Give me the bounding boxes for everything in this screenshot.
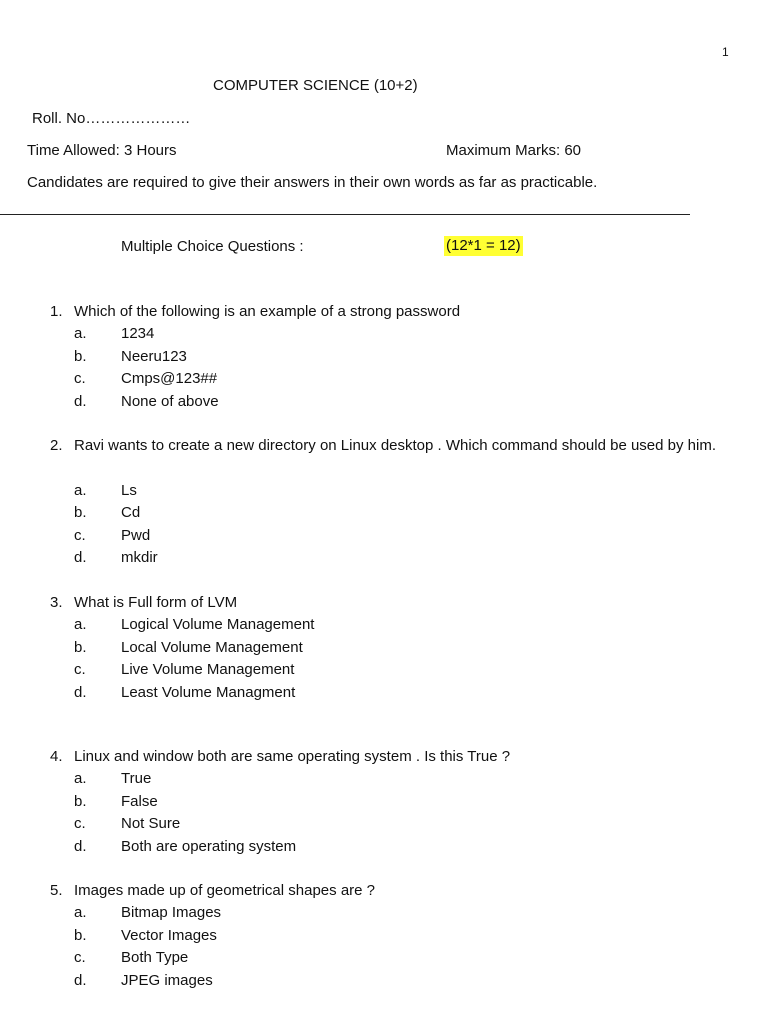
option-text: True [121,770,152,788]
option-b [0,502,768,524]
option-c [0,368,768,390]
header-divider [0,214,690,215]
question-number: 4. [50,748,63,765]
option-letter: a. [74,325,87,343]
option-letter: c. [74,949,86,967]
question-text: What is Full form of LVM [74,594,238,611]
question-number: 1. [50,303,63,320]
option-text: Local Volume Management [121,638,303,656]
question-number: 2. [50,437,63,454]
option-text: Both Type [121,949,189,967]
option-c [0,659,768,681]
option-letter: a. [74,481,87,499]
question-text: Ravi wants to create a new directory on Linux desktop . Which command should be used by him. [74,437,716,454]
option-a [0,768,768,790]
option-d [0,682,768,704]
option-letter: a. [74,904,87,922]
option-b [0,637,768,659]
page-number: 1 [722,45,729,59]
question-text: Linux and window both are same operating system . Is this True ? [74,748,511,765]
option-a [0,614,768,636]
option-letter: c. [74,526,86,544]
option-letter: c. [74,370,86,388]
option-text: Live Volume Management [121,661,295,679]
question-text: Which of the following is an example of a strong password [74,303,461,320]
option-text: Ls [121,481,137,499]
option-letter: b. [74,926,87,944]
option-d [0,970,768,992]
option-letter: b. [74,347,87,365]
option-d [0,547,768,569]
option-b [0,791,768,813]
option-text: Least Volume Managment [121,683,296,701]
option-text: False [121,792,158,810]
option-c [0,947,768,969]
option-text: Not Sure [121,815,181,833]
option-letter: d. [74,837,87,855]
option-text: Bitmap Images [121,904,222,922]
question-text: Images made up of geometrical shapes are ? [74,882,376,899]
option-a [0,323,768,345]
roll-number-field: Roll. No………………… [32,110,191,127]
option-letter: b. [74,638,87,656]
option-b [0,346,768,368]
option-letter: c. [74,661,86,679]
option-text: Pwd [121,526,151,544]
option-text: JPEG images [121,971,213,989]
option-text: mkdir [121,549,158,566]
option-letter: c. [74,815,86,833]
option-letter: a. [74,770,87,788]
option-d [0,836,768,858]
option-c [0,525,768,547]
option-letter: d. [74,971,87,989]
option-d [0,391,768,413]
option-text: 1234 [121,325,155,343]
option-letter: b. [74,504,87,522]
option-a [0,480,768,502]
option-text: None of above [121,392,219,410]
option-text: Cmps@123## [121,370,218,388]
option-text: Vector Images [121,926,217,944]
option-text: Neeru123 [121,347,187,365]
option-letter: d. [74,392,87,410]
option-c [0,813,768,835]
document-title: COMPUTER SCIENCE (10+2) [213,77,418,94]
option-a [0,902,768,924]
question-number: 5. [50,882,63,899]
option-b [0,925,768,947]
option-letter: b. [74,792,87,810]
maximum-marks: Maximum Marks: 60 [446,142,582,159]
option-letter: d. [74,549,87,566]
option-text: Both are operating system [121,837,297,855]
question-number: 3. [50,594,63,611]
instructions: Candidates are required to give their answers in their own words as far as practicable. [27,174,598,191]
option-text: Cd [121,504,141,522]
time-allowed: Time Allowed: 3 Hours [27,142,177,159]
option-text: Logical Volume Management [121,616,315,634]
option-letter: a. [74,616,87,634]
option-letter: d. [74,683,87,701]
section-marks-highlight: (12*1 = 12) [446,237,521,254]
section-heading: Multiple Choice Questions : [121,238,304,255]
